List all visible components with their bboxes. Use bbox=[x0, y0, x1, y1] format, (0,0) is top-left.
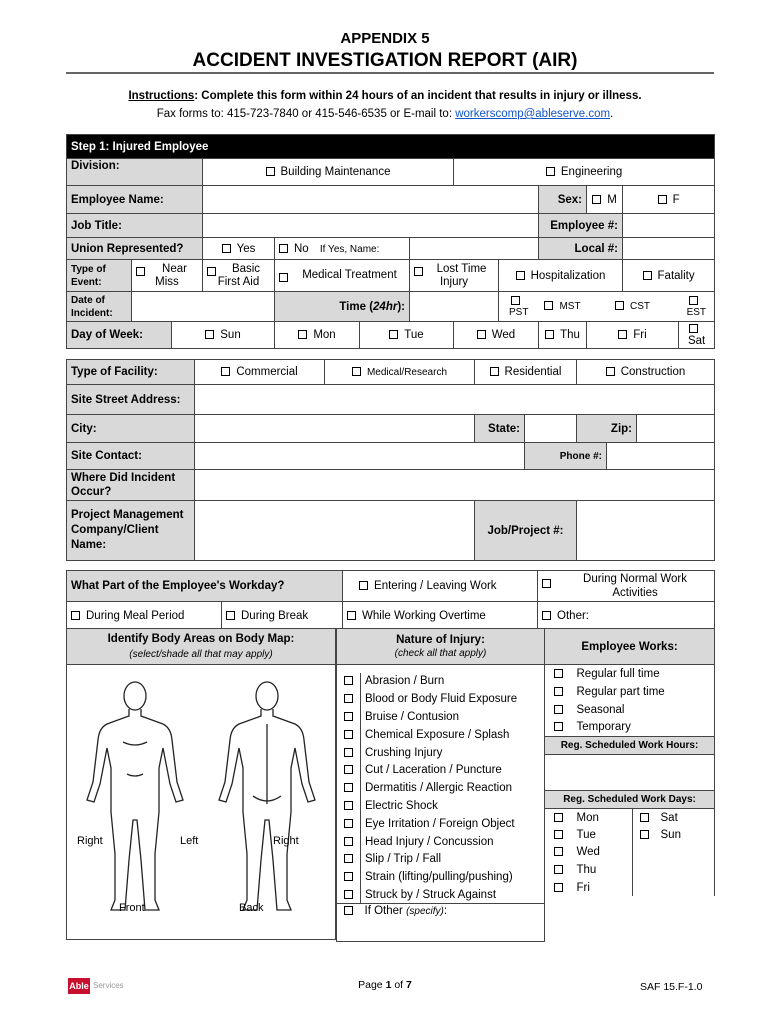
day-item[interactable] bbox=[657, 809, 715, 827]
tz-cst-label: CST bbox=[630, 301, 650, 312]
event-hospitalization[interactable] bbox=[499, 260, 623, 292]
works-item[interactable] bbox=[573, 719, 715, 737]
employee-num-label: Employee #: bbox=[539, 214, 623, 238]
checkbox-icon[interactable] bbox=[344, 819, 353, 828]
day-checkbox-cell[interactable] bbox=[545, 826, 573, 844]
checkbox-icon[interactable] bbox=[615, 301, 624, 310]
date-field[interactable] bbox=[132, 292, 275, 322]
page-total: 7 bbox=[406, 979, 412, 991]
injury-header bbox=[337, 629, 545, 665]
able-logo: Able bbox=[68, 978, 90, 994]
injury-item[interactable] bbox=[361, 708, 545, 726]
step1-table bbox=[66, 134, 715, 349]
dow-mon-label: Mon bbox=[313, 329, 336, 341]
workday-entering-label: Entering / Leaving Work bbox=[374, 580, 497, 592]
checkbox-icon[interactable] bbox=[544, 301, 553, 310]
facility-medical-label: Medical/Research bbox=[366, 366, 448, 378]
facility-commercial[interactable] bbox=[195, 360, 325, 385]
checkbox-icon[interactable] bbox=[136, 267, 145, 276]
tz-mst[interactable] bbox=[539, 292, 587, 322]
injury-item[interactable] bbox=[361, 797, 545, 815]
checkbox-icon[interactable] bbox=[279, 244, 288, 253]
dow-sun[interactable] bbox=[172, 322, 275, 349]
workday-break[interactable] bbox=[222, 602, 343, 630]
workday-question: What Part of the Employee's Workday? bbox=[67, 571, 343, 602]
checkbox-icon[interactable] bbox=[640, 830, 649, 839]
checkbox-icon[interactable] bbox=[344, 748, 353, 757]
hours-field[interactable] bbox=[545, 755, 715, 791]
facility-construction[interactable] bbox=[577, 360, 715, 385]
workday-overtime[interactable] bbox=[343, 602, 538, 630]
phone-label: Phone #: bbox=[525, 443, 607, 470]
works-item[interactable] bbox=[573, 683, 715, 701]
injury-item[interactable] bbox=[361, 761, 545, 779]
injury-item-label: Slip / Trip / Fall bbox=[365, 853, 442, 866]
checkbox-icon[interactable] bbox=[344, 801, 353, 810]
checkbox-icon[interactable] bbox=[554, 687, 563, 696]
page-b: of bbox=[391, 979, 407, 991]
tz-est[interactable] bbox=[679, 292, 715, 322]
injury-item-label: Strain (lifting/pulling/pushing) bbox=[365, 871, 513, 884]
injury-checkbox-cell[interactable] bbox=[337, 815, 361, 833]
workday-meal-label: During Meal Period bbox=[86, 609, 185, 622]
checkbox-icon[interactable] bbox=[554, 883, 563, 892]
checkbox-icon[interactable] bbox=[344, 730, 353, 739]
date-label: Date of Incident: bbox=[67, 292, 132, 322]
injury-item-label: Struck by / Struck Against bbox=[365, 888, 497, 901]
event-basic-first-aid[interactable] bbox=[203, 260, 275, 292]
event-lost-time[interactable] bbox=[410, 260, 499, 292]
injury-title: Nature of Injury: bbox=[396, 633, 485, 646]
injury-checkbox-cell[interactable] bbox=[337, 797, 361, 815]
checkbox-icon[interactable] bbox=[511, 296, 520, 305]
contact-field[interactable] bbox=[195, 443, 525, 470]
injury-item[interactable] bbox=[361, 850, 545, 868]
checkbox-icon[interactable] bbox=[490, 367, 499, 376]
state-label: State: bbox=[475, 415, 525, 443]
event-basic-label: Basic First Aid bbox=[217, 262, 261, 288]
union-yes-label: Yes bbox=[236, 242, 256, 255]
zip-field[interactable] bbox=[637, 415, 715, 443]
front-label: Front bbox=[119, 902, 145, 914]
dow-sat-label: Sat bbox=[687, 335, 706, 347]
checkbox-icon[interactable] bbox=[516, 271, 525, 280]
day-item-label: Sat bbox=[660, 811, 678, 824]
zip-label: Zip: bbox=[577, 415, 637, 443]
left-label: Left bbox=[180, 835, 199, 847]
checkbox-icon[interactable] bbox=[414, 267, 423, 276]
job-title-label: Job Title: bbox=[67, 214, 203, 238]
employee-num-field[interactable] bbox=[623, 214, 715, 238]
checkbox-icon[interactable] bbox=[618, 330, 627, 339]
injury-item-label: Eye Irritation / Foreign Object bbox=[365, 817, 515, 830]
injury-item[interactable] bbox=[361, 779, 545, 797]
dow-tue-label: Tue bbox=[404, 329, 424, 341]
checkbox-icon[interactable] bbox=[389, 330, 398, 339]
local-label: Local #: bbox=[539, 238, 623, 260]
day-checkbox-cell[interactable] bbox=[633, 826, 657, 844]
checkbox-icon[interactable] bbox=[298, 330, 307, 339]
injury-checkbox-cell[interactable] bbox=[337, 708, 361, 726]
checkbox-icon[interactable] bbox=[222, 244, 231, 253]
checkbox-icon[interactable] bbox=[592, 195, 601, 204]
injury-table bbox=[336, 628, 545, 942]
event-medical-treatment[interactable] bbox=[275, 260, 410, 292]
injury-other-label: If Other bbox=[364, 905, 403, 918]
tz-pst-label: PST bbox=[509, 306, 529, 318]
dow-wed[interactable] bbox=[454, 322, 539, 349]
time-label-c: ): bbox=[397, 300, 405, 313]
checkbox-icon[interactable] bbox=[344, 712, 353, 721]
workday-other[interactable] bbox=[538, 602, 715, 630]
works-item[interactable] bbox=[573, 701, 715, 719]
checkbox-icon[interactable] bbox=[205, 330, 214, 339]
works-item-label: Regular part time bbox=[576, 685, 665, 698]
checkbox-icon[interactable] bbox=[545, 330, 554, 339]
injury-checkbox-cell[interactable] bbox=[337, 690, 361, 708]
day-item[interactable] bbox=[573, 861, 633, 879]
checkbox-icon[interactable] bbox=[221, 367, 230, 376]
checkbox-icon[interactable] bbox=[554, 669, 563, 678]
days-label: Reg. Scheduled Work Days: bbox=[545, 791, 715, 809]
dow-fri-label: Fri bbox=[633, 329, 647, 341]
street-label: Site Street Address: bbox=[67, 385, 195, 415]
job-title-field[interactable] bbox=[203, 214, 539, 238]
job-field[interactable] bbox=[577, 501, 715, 561]
dow-thu[interactable] bbox=[539, 322, 587, 349]
works-title: Employee Works: bbox=[545, 629, 715, 665]
works-checkbox-cell[interactable] bbox=[545, 665, 573, 683]
workday-other-label: Other: bbox=[557, 609, 589, 622]
checkbox-icon[interactable] bbox=[477, 330, 486, 339]
city-label: City: bbox=[67, 415, 195, 443]
fax-line bbox=[0, 108, 770, 120]
day-item-label: Wed bbox=[576, 846, 600, 859]
injury-item-label: Cut / Laceration / Puncture bbox=[365, 764, 502, 777]
checkbox-icon[interactable] bbox=[554, 722, 563, 731]
hours-label: Reg. Scheduled Work Hours: bbox=[545, 737, 715, 755]
day-checkbox-cell[interactable] bbox=[545, 844, 573, 862]
job-label: Job/Project #: bbox=[475, 501, 577, 561]
dow-sat[interactable] bbox=[679, 322, 715, 349]
day-checkbox-cell[interactable] bbox=[545, 861, 573, 879]
checkbox-icon[interactable] bbox=[344, 765, 353, 774]
pm-label: Project Management Company/Client Name: bbox=[67, 501, 195, 561]
works-item-label: Temporary bbox=[576, 721, 631, 734]
tz-mst-label: MST bbox=[559, 301, 581, 312]
day-item-label: Fri bbox=[576, 881, 590, 894]
tz-pst[interactable] bbox=[499, 292, 539, 322]
injury-item-label: Bruise / Contusion bbox=[365, 710, 459, 723]
dow-tue[interactable] bbox=[360, 322, 454, 349]
checkbox-icon[interactable] bbox=[207, 267, 216, 276]
injury-checkbox-cell[interactable] bbox=[337, 833, 361, 851]
checkbox-icon[interactable] bbox=[266, 167, 275, 176]
union-no[interactable] bbox=[275, 238, 410, 260]
injury-item[interactable] bbox=[361, 833, 545, 851]
division-opt2-label: Engineering bbox=[560, 166, 623, 178]
works-checkbox-cell[interactable] bbox=[545, 719, 573, 737]
sex-label: Sex: bbox=[539, 186, 587, 214]
division-engineering[interactable] bbox=[454, 159, 715, 186]
checkbox-icon[interactable] bbox=[606, 367, 615, 376]
day-item[interactable] bbox=[573, 809, 633, 827]
works-item-label: Regular full time bbox=[576, 667, 660, 680]
union-if-yes-label: If Yes, Name: bbox=[319, 243, 380, 255]
union-yes[interactable] bbox=[203, 238, 275, 260]
injury-item-label: Chemical Exposure / Splash bbox=[365, 728, 510, 741]
checkbox-icon[interactable] bbox=[344, 872, 353, 881]
division-opt1-label: Building Maintenance bbox=[280, 166, 391, 178]
injury-other[interactable] bbox=[361, 904, 545, 942]
day-checkbox-cell[interactable] bbox=[545, 879, 573, 897]
facility-type-label: Type of Facility: bbox=[67, 360, 195, 385]
checkbox-icon[interactable] bbox=[344, 783, 353, 792]
injury-checkbox-cell[interactable] bbox=[337, 886, 361, 904]
checkbox-icon[interactable] bbox=[344, 906, 353, 915]
dow-thu-label: Thu bbox=[560, 329, 580, 341]
event-fatality[interactable] bbox=[623, 260, 715, 292]
day-item-label: Mon bbox=[576, 811, 599, 824]
works-list bbox=[545, 665, 715, 737]
checkbox-icon[interactable] bbox=[689, 296, 698, 305]
injury-item-label: Head Injury / Concussion bbox=[365, 835, 494, 848]
injury-item[interactable] bbox=[361, 868, 545, 886]
day-item-label: Thu bbox=[576, 864, 597, 877]
day-checkbox-cell[interactable] bbox=[545, 809, 573, 827]
bodymap-sub: (select/shade all that may apply) bbox=[129, 648, 273, 660]
dow-sun-label: Sun bbox=[220, 329, 241, 341]
contact-label: Site Contact: bbox=[67, 443, 195, 470]
checkbox-icon[interactable] bbox=[689, 324, 698, 333]
instructions-label: Instructions bbox=[128, 90, 195, 102]
workday-meal[interactable] bbox=[67, 602, 222, 630]
day-empty-cell bbox=[633, 879, 715, 897]
union-label: Union Represented? bbox=[67, 238, 203, 260]
injury-item-label: Crushing Injury bbox=[365, 746, 443, 759]
checkbox-icon[interactable] bbox=[643, 271, 652, 280]
injury-list bbox=[337, 673, 545, 904]
union-no-label: No bbox=[294, 242, 309, 255]
bodymap-header bbox=[67, 629, 336, 665]
day-item-label: Sun bbox=[660, 828, 681, 841]
checkbox-icon[interactable] bbox=[344, 676, 353, 685]
sex-m-label: M bbox=[607, 193, 617, 206]
union-name-field[interactable] bbox=[410, 238, 539, 260]
state-field[interactable] bbox=[525, 415, 577, 443]
page-a: Page bbox=[358, 979, 386, 991]
workday-table bbox=[66, 570, 715, 630]
checkbox-icon[interactable] bbox=[554, 847, 563, 856]
dow-label: Day of Week: bbox=[67, 322, 172, 349]
facility-commercial-label: Commercial bbox=[236, 366, 298, 378]
instructions bbox=[0, 90, 770, 102]
checkbox-icon[interactable] bbox=[344, 890, 353, 899]
injury-checkbox-cell[interactable] bbox=[337, 761, 361, 779]
facility-residential-label: Residential bbox=[504, 366, 562, 378]
checkbox-icon[interactable] bbox=[344, 837, 353, 846]
facility-residential[interactable] bbox=[475, 360, 577, 385]
email-link[interactable]: workerscomp@ableserve.com bbox=[455, 108, 611, 120]
bodymap-title: Identify Body Areas on Body Map: bbox=[107, 632, 295, 645]
injury-checkbox-cell[interactable] bbox=[337, 673, 361, 691]
type-event-label: Type of Event: bbox=[67, 260, 132, 292]
phone-field[interactable] bbox=[607, 443, 715, 470]
page-title: ACCIDENT INVESTIGATION REPORT (AIR) bbox=[192, 50, 578, 71]
checkbox-icon[interactable] bbox=[344, 854, 353, 863]
day-item[interactable] bbox=[573, 826, 633, 844]
right-label-back: Right bbox=[273, 835, 299, 847]
time-label bbox=[275, 292, 410, 322]
day-item[interactable] bbox=[573, 844, 633, 862]
workday-break-label: During Break bbox=[241, 609, 309, 622]
page-num: 1 bbox=[385, 979, 392, 991]
where-field[interactable] bbox=[195, 470, 715, 501]
body-map[interactable] bbox=[66, 664, 336, 940]
workday-overtime-label: While Working Overtime bbox=[362, 609, 486, 622]
works-checkbox-cell[interactable] bbox=[545, 701, 573, 719]
bodymap-header-table bbox=[66, 628, 336, 665]
time-label-a: Time ( bbox=[339, 300, 374, 313]
body-outline-icon[interactable] bbox=[67, 664, 337, 940]
dow-wed-label: Wed bbox=[491, 329, 516, 341]
facility-construction-label: Construction bbox=[620, 366, 686, 378]
checkbox-icon[interactable] bbox=[347, 611, 356, 620]
sex-f-label: F bbox=[672, 193, 680, 206]
form-id: SAF 15.F-1.0 bbox=[640, 981, 703, 993]
sex-f[interactable] bbox=[623, 186, 715, 214]
works-table bbox=[544, 628, 715, 896]
dow-mon[interactable] bbox=[275, 322, 360, 349]
employee-name-field[interactable] bbox=[203, 186, 539, 214]
facility-medical[interactable] bbox=[325, 360, 475, 385]
injury-checkbox-cell[interactable] bbox=[337, 868, 361, 886]
workday-normal-label: During Normal Work Activities bbox=[583, 573, 687, 599]
injury-item[interactable] bbox=[361, 815, 545, 833]
event-fatality-label: Fatality bbox=[657, 269, 695, 282]
title-divider bbox=[66, 72, 714, 74]
injury-checkbox-cell[interactable] bbox=[337, 744, 361, 762]
days-list bbox=[545, 809, 715, 897]
injury-item-label: Dermatitis / Allergic Reaction bbox=[365, 782, 512, 795]
checkbox-icon[interactable] bbox=[226, 611, 235, 620]
time-label-b: 24hr bbox=[373, 300, 398, 313]
injury-item-label: Electric Shock bbox=[365, 799, 438, 812]
day-item[interactable] bbox=[573, 879, 633, 897]
step1-title: Step 1: Injured Employee bbox=[67, 135, 715, 159]
checkbox-icon[interactable] bbox=[359, 581, 368, 590]
able-logo-sub: Services bbox=[93, 981, 124, 990]
right-label-front: Right bbox=[77, 835, 103, 847]
facility-table bbox=[66, 359, 715, 561]
event-medical-label: Medical Treatment bbox=[302, 269, 397, 281]
pm-field[interactable] bbox=[195, 501, 475, 561]
checkbox-icon[interactable] bbox=[658, 195, 667, 204]
workday-normal[interactable] bbox=[538, 571, 715, 602]
event-lost-label: Lost Time Injury bbox=[436, 262, 487, 288]
injury-checkbox-cell[interactable] bbox=[337, 779, 361, 797]
day-item[interactable] bbox=[657, 826, 715, 844]
dow-fri[interactable] bbox=[587, 322, 679, 349]
back-label: Back bbox=[239, 902, 264, 914]
event-near-miss[interactable] bbox=[132, 260, 203, 292]
day-checkbox-cell[interactable] bbox=[633, 809, 657, 827]
time-field[interactable] bbox=[410, 292, 499, 322]
division-building-maintenance[interactable] bbox=[203, 159, 454, 186]
injury-checkbox-cell[interactable] bbox=[337, 726, 361, 744]
local-field[interactable] bbox=[623, 238, 715, 260]
works-item[interactable] bbox=[573, 665, 715, 683]
checkbox-icon[interactable] bbox=[554, 813, 563, 822]
instructions-text: : Complete this form within 24 hours of an incident that results in injury or illness. bbox=[194, 90, 642, 102]
checkbox-icon[interactable] bbox=[71, 611, 80, 620]
injury-item-label: Blood or Body Fluid Exposure bbox=[365, 693, 518, 706]
injury-item[interactable] bbox=[361, 690, 545, 708]
works-item-label: Seasonal bbox=[576, 703, 625, 716]
workday-entering[interactable] bbox=[343, 571, 538, 602]
street-field[interactable] bbox=[195, 385, 715, 415]
injury-other-checkbox[interactable] bbox=[337, 904, 361, 942]
tz-cst[interactable] bbox=[587, 292, 679, 322]
injury-checkbox-cell[interactable] bbox=[337, 850, 361, 868]
checkbox-icon[interactable] bbox=[554, 705, 563, 714]
works-checkbox-cell[interactable] bbox=[545, 683, 573, 701]
where-label: Where Did Incident Occur? bbox=[67, 470, 195, 501]
injury-other-colon: : bbox=[443, 905, 448, 918]
checkbox-icon[interactable] bbox=[352, 367, 361, 376]
fax-text: Fax forms to: 415-723-7840 or 415-546-6535 or E-mail to: bbox=[156, 108, 456, 120]
checkbox-icon[interactable] bbox=[542, 611, 551, 620]
checkbox-icon[interactable] bbox=[344, 694, 353, 703]
appendix-label: APPENDIX 5 bbox=[340, 30, 430, 47]
injury-item[interactable] bbox=[361, 673, 545, 691]
event-near-miss-label: Near Miss bbox=[155, 262, 187, 288]
injury-item[interactable] bbox=[361, 726, 545, 744]
injury-item[interactable] bbox=[361, 886, 545, 904]
injury-sub: (check all that apply) bbox=[394, 647, 487, 659]
tz-est-label: EST bbox=[686, 306, 707, 318]
division-label: Division: bbox=[67, 159, 203, 186]
sex-m[interactable] bbox=[587, 186, 623, 214]
checkbox-icon[interactable] bbox=[554, 830, 563, 839]
checkbox-icon[interactable] bbox=[554, 865, 563, 874]
injury-other-specify: (specify) bbox=[406, 906, 444, 918]
checkbox-icon[interactable] bbox=[546, 167, 555, 176]
injury-item-label: Abrasion / Burn bbox=[365, 675, 445, 688]
city-field[interactable] bbox=[195, 415, 475, 443]
injury-item[interactable] bbox=[361, 744, 545, 762]
day-empty-cell bbox=[633, 861, 715, 879]
day-empty-cell bbox=[633, 844, 715, 862]
event-hosp-label: Hospitalization bbox=[530, 269, 606, 282]
checkbox-icon[interactable] bbox=[542, 579, 551, 588]
checkbox-icon[interactable] bbox=[279, 273, 288, 282]
checkbox-icon[interactable] bbox=[640, 813, 649, 822]
employee-name-label: Employee Name: bbox=[67, 186, 203, 214]
day-item-label: Tue bbox=[576, 828, 596, 841]
fax-period: . bbox=[610, 108, 614, 120]
